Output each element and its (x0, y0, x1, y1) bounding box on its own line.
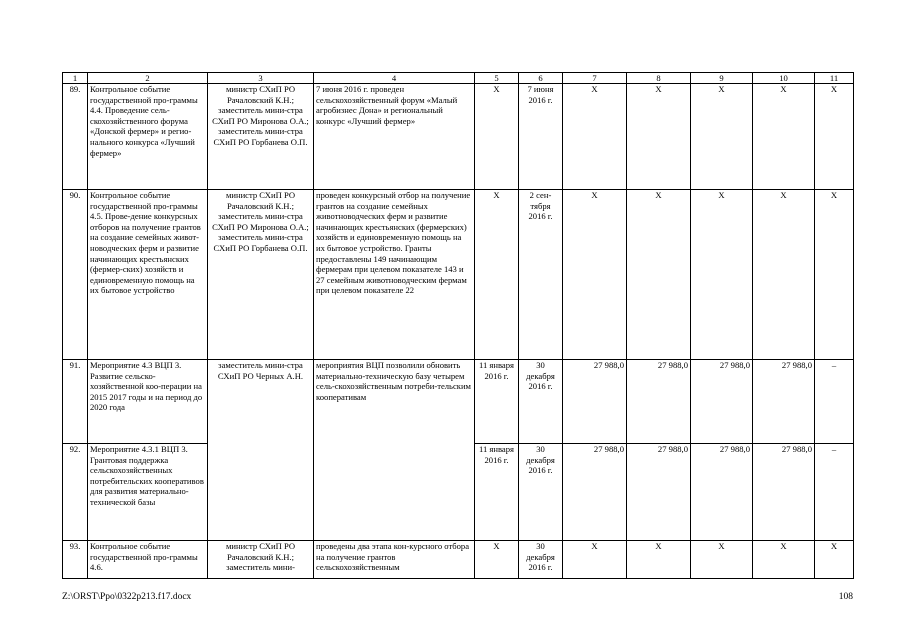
row-c7: Х (563, 84, 627, 190)
column-number: 9 (691, 73, 753, 84)
row-name: Мероприятие 4.3.1 ВЦП 3. Грантовая поддержка сельскохозяйственных потребительских кооперативов для развития материально-технической базы (88, 444, 208, 541)
row-name: Контрольное событие государственной про-граммы 4.6. (88, 541, 208, 579)
row-c8: 27 988,0 (627, 360, 691, 444)
row-end: 7 июня 2016 г. (519, 84, 563, 190)
column-number: 3 (208, 73, 314, 84)
row-c8: Х (627, 541, 691, 579)
row-end: 2 сен-тября 2016 г. (519, 190, 563, 360)
row-end: 30 декабря 2016 г. (519, 444, 563, 541)
column-number: 2 (88, 73, 208, 84)
row-name: Контрольное событие государственной про-граммы 4.4. Проведение сель-скохозяйственного форума «Донской фермер» и регио-нального конкурса «Лучший фермер» (88, 84, 208, 190)
row-number: 89. (63, 84, 88, 190)
column-number: 8 (627, 73, 691, 84)
row-responsible: заместитель мини-стра СХиП РО Черных А.Н. (208, 360, 314, 541)
row-c9: Х (691, 84, 753, 190)
column-number: 4 (314, 73, 475, 84)
row-responsible: министр СХиП РО Рачаловский К.Н.; заместитель мини- (208, 541, 314, 579)
row-result: мероприятия ВЦП позволили обновить материально-техническую базу четырем сель-скохозяйственным потреби-тельским кооперативам (314, 360, 475, 541)
column-number: 7 (563, 73, 627, 84)
column-number: 1 (63, 73, 88, 84)
row-c10: 27 988,0 (753, 444, 815, 541)
table-row (63, 541, 854, 579)
row-c9: 27 988,0 (691, 360, 753, 444)
footer-file-path: Z:\ORST\Ppo\0322p213.f17.docx (62, 592, 192, 602)
row-end: 30 декабря 2016 г. (519, 541, 563, 579)
row-result: 7 июня 2016 г. проведен сельскохозяйственный форум «Малый агробизнес Дона» и региональный конкурс «Лучший фермер» (314, 84, 475, 190)
row-c11: – (815, 360, 854, 444)
row-c8: 27 988,0 (627, 444, 691, 541)
row-c7: Х (563, 190, 627, 360)
row-responsible: министр СХиП РО Рачаловский К.Н.; заместитель мини-стра СХиП РО Миронова О.А.; заместитель мини-стра СХиП РО Горбанева О.П. (208, 84, 314, 190)
row-start: Х (475, 190, 519, 360)
row-c8: Х (627, 84, 691, 190)
row-number: 91. (63, 360, 88, 444)
row-number: 90. (63, 190, 88, 360)
row-result: проведен конкурсный отбор на получение грантов на создание семейных животноводческих ферм и развитие начинающих крестьянских (фермерских) хозяйств и единовременную помощь на их бытовое устройство. Гранты предоставлены 149 начинающим фермерам при целевом показателе 143 и 27 семейным животноводческим фермам при целевом показателе 22 (314, 190, 475, 360)
row-start: Х (475, 84, 519, 190)
row-end: 30 декабря 2016 г. (519, 360, 563, 444)
row-start: Х (475, 541, 519, 579)
row-c7: 27 988,0 (563, 360, 627, 444)
row-name: Контрольное событие государственной про-граммы 4.5. Прове-дение конкурсных отборов на получение грантов на создание семейных живот-новодческих ферм и развитие начинающих крестьянских (фермер-ских) хозяйств и единовременную помощь на их бытовое устройство (88, 190, 208, 360)
column-number: 11 (815, 73, 854, 84)
row-name: Мероприятие 4.3 ВЦП 3. Развитие сельско-хозяйственной коо-перации на 2015 2017 годы и на период до 2020 года (88, 360, 208, 444)
row-c10: Х (753, 84, 815, 190)
row-c7: 27 988,0 (563, 444, 627, 541)
table-row (63, 84, 854, 190)
row-c9: Х (691, 190, 753, 360)
table-row (63, 360, 854, 444)
column-number-row (63, 73, 854, 84)
column-number: 6 (519, 73, 563, 84)
row-result: проведены два этапа кон-курсного отбора на получение грантов сельскохозяйственным (314, 541, 475, 579)
row-c8: Х (627, 190, 691, 360)
row-c11: – (815, 444, 854, 541)
row-c10: Х (753, 190, 815, 360)
page-number: 108 (838, 592, 853, 602)
row-c9: 27 988,0 (691, 444, 753, 541)
row-c9: Х (691, 541, 753, 579)
row-number: 92. (63, 444, 88, 541)
row-c10: 27 988,0 (753, 360, 815, 444)
column-number: 10 (753, 73, 815, 84)
row-c11: Х (815, 541, 854, 579)
row-start: 11 января 2016 г. (475, 360, 519, 444)
row-responsible: министр СХиП РО Рачаловский К.Н.; заместитель мини-стра СХиП РО Миронова О.А.; заместитель мини-стра СХиП РО Горбанева О.П. (208, 190, 314, 360)
row-number: 93. (63, 541, 88, 579)
row-c11: Х (815, 84, 854, 190)
row-start: 11 января 2016 г. (475, 444, 519, 541)
row-c10: Х (753, 541, 815, 579)
table-row (63, 190, 854, 360)
row-c7: Х (563, 541, 627, 579)
column-number: 5 (475, 73, 519, 84)
report-table (62, 72, 854, 579)
row-c11: Х (815, 190, 854, 360)
